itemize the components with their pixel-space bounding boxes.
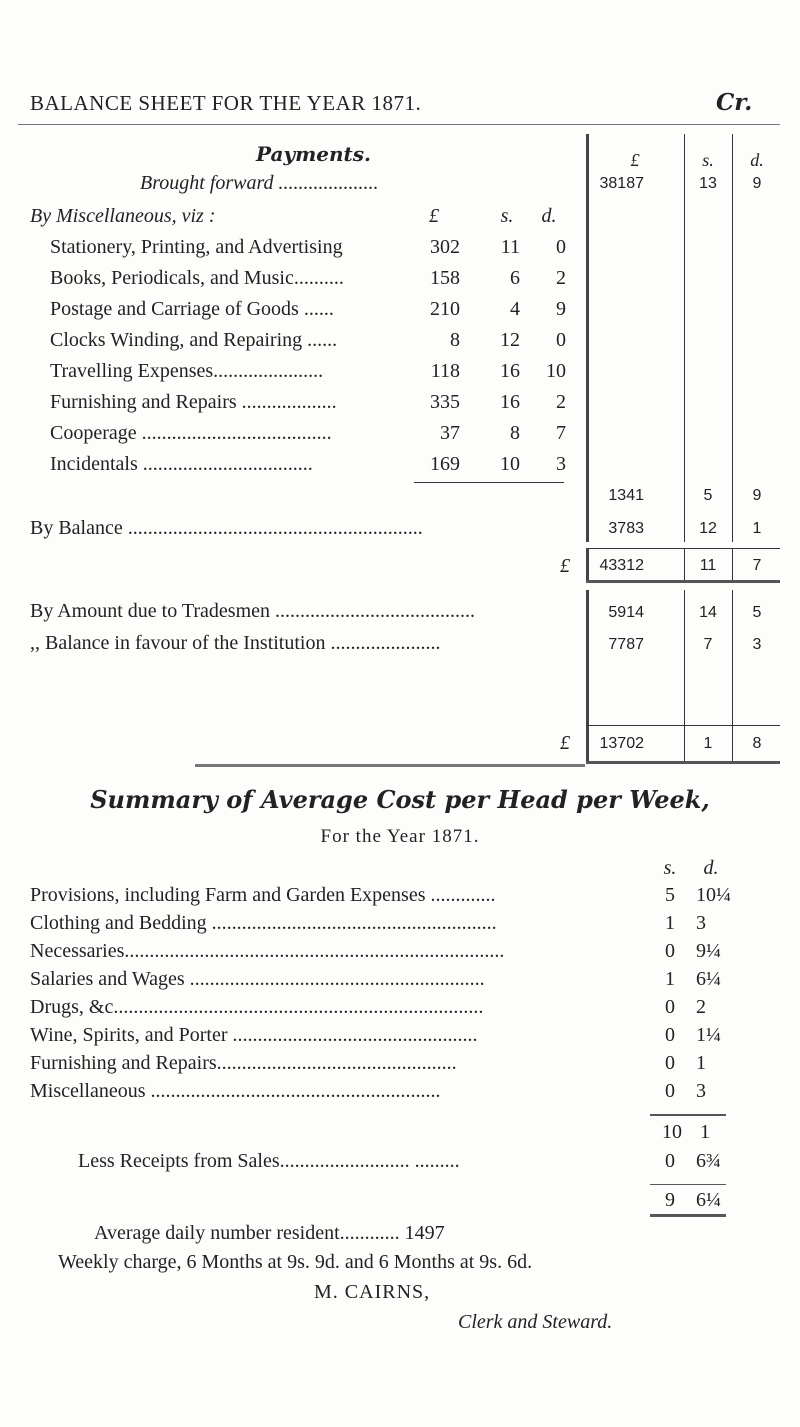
misc-item-label: Furnishing and Repairs ................... <box>50 391 337 413</box>
brought-forward-pence: 9 <box>752 175 762 192</box>
trade-total-sign: £ <box>560 732 570 754</box>
summary-item-shillings: 0 <box>665 996 675 1018</box>
less-receipts-shillings: 0 <box>665 1150 675 1172</box>
misc-item-pounds: 118 <box>430 360 460 382</box>
col-rule-2 <box>684 134 685 542</box>
trade-total-rule-top <box>586 725 780 726</box>
misc-col-shillings: s. <box>500 205 514 227</box>
summary-item-label: Miscellaneous .......................................................... <box>30 1080 441 1102</box>
summary-item-pence: 1¼ <box>696 1024 721 1046</box>
misc-subtotal-rule <box>414 482 564 483</box>
signatory-name: M. CAIRNS, <box>314 1281 431 1303</box>
misc-item-shillings: 12 <box>500 329 520 351</box>
misc-col-pence: d. <box>541 205 557 227</box>
summary-item-shillings: 0 <box>665 940 675 962</box>
misc-total-pounds: 1341 <box>608 487 644 504</box>
misc-col-pounds: £ <box>429 205 439 227</box>
misc-item-pence: 2 <box>556 391 566 413</box>
misc-item-pence: 0 <box>556 236 566 258</box>
summary-item-label: Wine, Spirits, and Porter ................................................. <box>30 1024 478 1046</box>
trade-left-rule <box>195 764 585 767</box>
trade-col-rule-2 <box>684 590 685 762</box>
misc-item-label: Cooperage ...................................... <box>50 422 332 444</box>
payments-heading: Payments. <box>256 142 371 166</box>
total-sign: £ <box>560 555 570 577</box>
total-col-rule-1 <box>586 548 589 580</box>
tradesmen-row-pounds: 7787 <box>608 636 644 653</box>
misc-item-label: Clocks Winding, and Repairing ...... <box>50 329 338 351</box>
summary-subtitle: For the Year 1871. <box>320 826 480 847</box>
misc-item-shillings: 10 <box>500 453 520 475</box>
summary-item-pence: 1 <box>696 1052 706 1074</box>
balance-shillings: 12 <box>699 520 717 537</box>
misc-item-pence: 7 <box>556 422 566 444</box>
misc-item-pounds: 302 <box>430 236 460 258</box>
misc-heading: By Miscellaneous, viz : <box>30 205 216 227</box>
misc-item-pence: 10 <box>546 360 566 382</box>
col-rule-1 <box>586 134 589 542</box>
balance-pence: 1 <box>752 520 762 537</box>
summary-col-pence: d. <box>703 857 719 879</box>
summary-net-pence: 6¼ <box>696 1189 721 1211</box>
summary-item-pence: 6¼ <box>696 968 721 990</box>
average-resident: Average daily number resident............ 1497 <box>94 1222 445 1244</box>
tradesmen-row-pence: 3 <box>752 636 762 653</box>
tradesmen-row-pounds: 5914 <box>608 604 644 621</box>
misc-item-pounds: 8 <box>450 329 460 351</box>
misc-item-pounds: 158 <box>430 267 460 289</box>
tradesmen-row-pence: 5 <box>752 604 762 621</box>
total-col-rule-3 <box>732 548 733 580</box>
misc-item-pounds: 169 <box>430 453 460 475</box>
misc-item-shillings: 4 <box>510 298 520 320</box>
summary-item-shillings: 5 <box>665 884 675 906</box>
summary-item-shillings: 1 <box>665 968 675 990</box>
summary-item-pence: 10¼ <box>696 884 731 906</box>
misc-item-pounds: 37 <box>440 422 460 444</box>
misc-item-label: Books, Periodicals, and Music.......... <box>50 267 344 289</box>
summary-col-shillings: s. <box>663 857 677 879</box>
trade-col-rule-3 <box>732 590 733 762</box>
summary-item-label: Provisions, including Farm and Garden Expenses ............. <box>30 884 496 906</box>
summary-net-shillings: 9 <box>665 1189 675 1211</box>
total-rule-bottom <box>586 580 780 583</box>
col-head-shillings: s. <box>702 150 714 170</box>
total-pounds: 43312 <box>599 557 644 574</box>
page-title: BALANCE SHEET FOR THE YEAR 1871. <box>30 91 422 115</box>
summary-net-rule-bottom <box>650 1214 726 1217</box>
total-col-rule-2 <box>684 548 685 580</box>
misc-item-pence: 9 <box>556 298 566 320</box>
misc-item-shillings: 11 <box>500 236 520 258</box>
misc-total-pence: 9 <box>752 487 762 504</box>
summary-subtotal-rule <box>650 1114 726 1116</box>
summary-item-pence: 3 <box>696 1080 706 1102</box>
misc-item-label: Stationery, Printing, and Advertising <box>50 236 343 258</box>
balance-pounds: 3783 <box>608 520 644 537</box>
summary-item-pence: 3 <box>696 912 706 934</box>
misc-item-shillings: 8 <box>510 422 520 444</box>
misc-item-pounds: 335 <box>430 391 460 413</box>
misc-item-label: Incidentals .................................. <box>50 453 313 475</box>
total-shillings: 11 <box>699 557 717 574</box>
summary-item-label: Furnishing and Repairs................................................ <box>30 1052 457 1074</box>
summary-item-label: Salaries and Wages ........................................................... <box>30 968 485 990</box>
weekly-charge: Weekly charge, 6 Months at 9s. 9d. and 6 Months at 9s. 6d. <box>58 1251 533 1273</box>
misc-item-shillings: 16 <box>500 360 520 382</box>
col-rule-3 <box>732 134 733 542</box>
trade-total-rule-bottom <box>586 761 780 764</box>
misc-item-shillings: 6 <box>510 267 520 289</box>
misc-item-pence: 2 <box>556 267 566 289</box>
trade-total-pounds: 13702 <box>599 735 644 752</box>
brought-forward-label: Brought forward .................... <box>140 172 379 194</box>
summary-title: Summary of Average Cost per Head per Week, <box>90 785 710 814</box>
misc-item-pounds: 210 <box>430 298 460 320</box>
misc-item-shillings: 16 <box>500 391 520 413</box>
tradesmen-row-label: ,, Balance in favour of the Institution ...................... <box>30 632 441 654</box>
summary-item-label: Necessaries............................................................................ <box>30 940 505 962</box>
summary-item-shillings: 0 <box>665 1052 675 1074</box>
summary-item-pence: 9¼ <box>696 940 721 962</box>
total-rule-top <box>586 548 780 549</box>
summary-item-pence: 2 <box>696 996 706 1018</box>
tradesmen-row-shillings: 7 <box>703 636 713 653</box>
misc-item-pence: 0 <box>556 329 566 351</box>
summary-item-shillings: 0 <box>665 1080 675 1102</box>
signatory-role: Clerk and Steward. <box>458 1311 613 1333</box>
col-head-pence: d. <box>750 150 764 170</box>
col-head-pounds: £ <box>630 150 640 170</box>
trade-total-pence: 8 <box>752 735 762 752</box>
trade-total-shillings: 1 <box>703 735 713 752</box>
total-pence: 7 <box>752 557 762 574</box>
summary-item-shillings: 0 <box>665 1024 675 1046</box>
brought-forward-pounds: 38187 <box>599 175 644 192</box>
summary-net-rule <box>650 1184 726 1185</box>
tradesmen-row-shillings: 14 <box>699 604 717 621</box>
summary-subtotal-pence: 1 <box>700 1121 710 1143</box>
summary-item-label: Drugs, &c.......................................................................... <box>30 996 484 1018</box>
less-receipts-pence: 6¾ <box>696 1150 721 1172</box>
summary-item-label: Clothing and Bedding ......................................................... <box>30 912 497 934</box>
less-receipts-label: Less Receipts from Sales.......................... ......... <box>78 1150 460 1172</box>
misc-item-label: Travelling Expenses...................... <box>50 360 324 382</box>
misc-total-shillings: 5 <box>703 487 713 504</box>
misc-item-label: Postage and Carriage of Goods ...... <box>50 298 334 320</box>
header-rule <box>18 124 780 125</box>
tradesmen-row-label: By Amount due to Tradesmen ........................................ <box>30 600 476 622</box>
misc-item-pence: 3 <box>556 453 566 475</box>
summary-item-shillings: 1 <box>665 912 675 934</box>
brought-forward-shillings: 13 <box>699 175 717 192</box>
summary-subtotal-shillings: 10 <box>662 1121 682 1143</box>
side-label: Cr. <box>716 89 753 116</box>
balance-label: By Balance ........................................................... <box>30 517 423 539</box>
